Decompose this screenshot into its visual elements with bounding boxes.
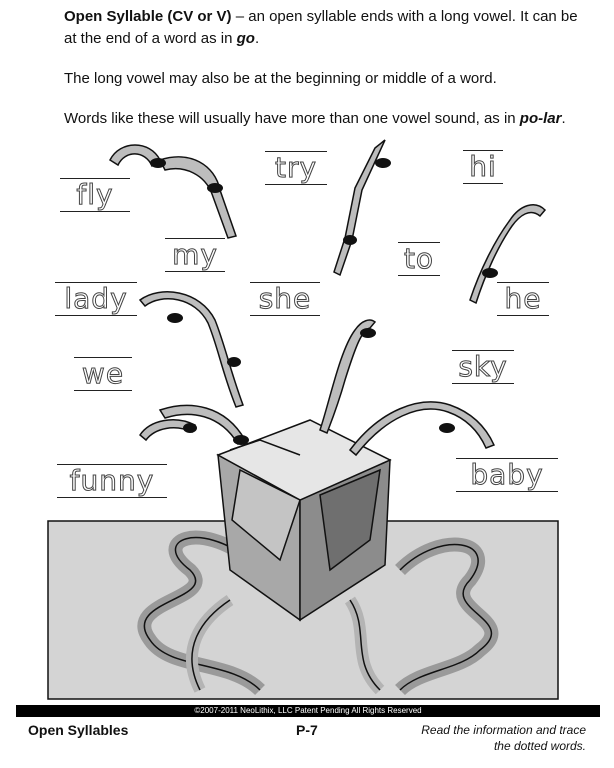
trace-word-she bbox=[250, 282, 320, 316]
trace-word-text: try bbox=[265, 152, 327, 185]
trace-word-hi bbox=[463, 150, 503, 184]
trace-word-baby bbox=[456, 458, 558, 492]
vowel-position-paragraph: The long vowel may also be at the beginning or middle of a word. bbox=[64, 70, 497, 87]
trace-word-fly bbox=[60, 178, 130, 212]
multi-vowel-body: Words like these will usually have more than one vowel sound, as in bbox=[64, 110, 520, 127]
ribbon-heads bbox=[150, 158, 498, 445]
flying-ribbons bbox=[110, 140, 545, 455]
trace-word-text: sky bbox=[452, 351, 514, 384]
trace-word-text: he bbox=[497, 283, 549, 316]
footer-instructions: Read the information and trace the dotted words. bbox=[421, 723, 586, 753]
trace-word-we bbox=[74, 357, 132, 391]
footer-title: Open Syllables bbox=[28, 722, 129, 738]
trace-word-he bbox=[497, 282, 549, 316]
trace-word-text: to bbox=[398, 243, 440, 276]
trace-word-text: baby bbox=[456, 459, 558, 492]
copyright-bar: ©2007-2011 NeoLithix, LLC Patent Pending All Rights Reserved bbox=[16, 705, 600, 717]
trace-word-text: she bbox=[250, 283, 320, 316]
trace-word-funny bbox=[57, 464, 167, 498]
trace-word-text: hi bbox=[463, 151, 503, 184]
page-number: P-7 bbox=[296, 722, 318, 738]
trace-word-text: fly bbox=[60, 179, 130, 212]
trace-word-text: funny bbox=[57, 465, 167, 498]
definition-body: – an open syllable ends with a long vowel. It can be at the end of a word as in bbox=[64, 8, 578, 47]
trace-word-text: we bbox=[74, 358, 132, 391]
trace-word-sky bbox=[452, 350, 514, 384]
example-polar: po-lar bbox=[519, 110, 562, 127]
trace-word-lady bbox=[55, 282, 137, 316]
multi-vowel-period: . bbox=[561, 110, 566, 127]
trace-word-to bbox=[398, 242, 440, 276]
example-go: go bbox=[236, 30, 255, 47]
definition-period: . bbox=[254, 30, 260, 47]
trace-word-try bbox=[265, 151, 327, 185]
trace-word-text: lady bbox=[55, 283, 137, 316]
definition-term: Open Syllable (CV or V) bbox=[64, 8, 232, 25]
trace-word-my bbox=[165, 238, 225, 272]
trace-word-text: my bbox=[165, 239, 225, 272]
